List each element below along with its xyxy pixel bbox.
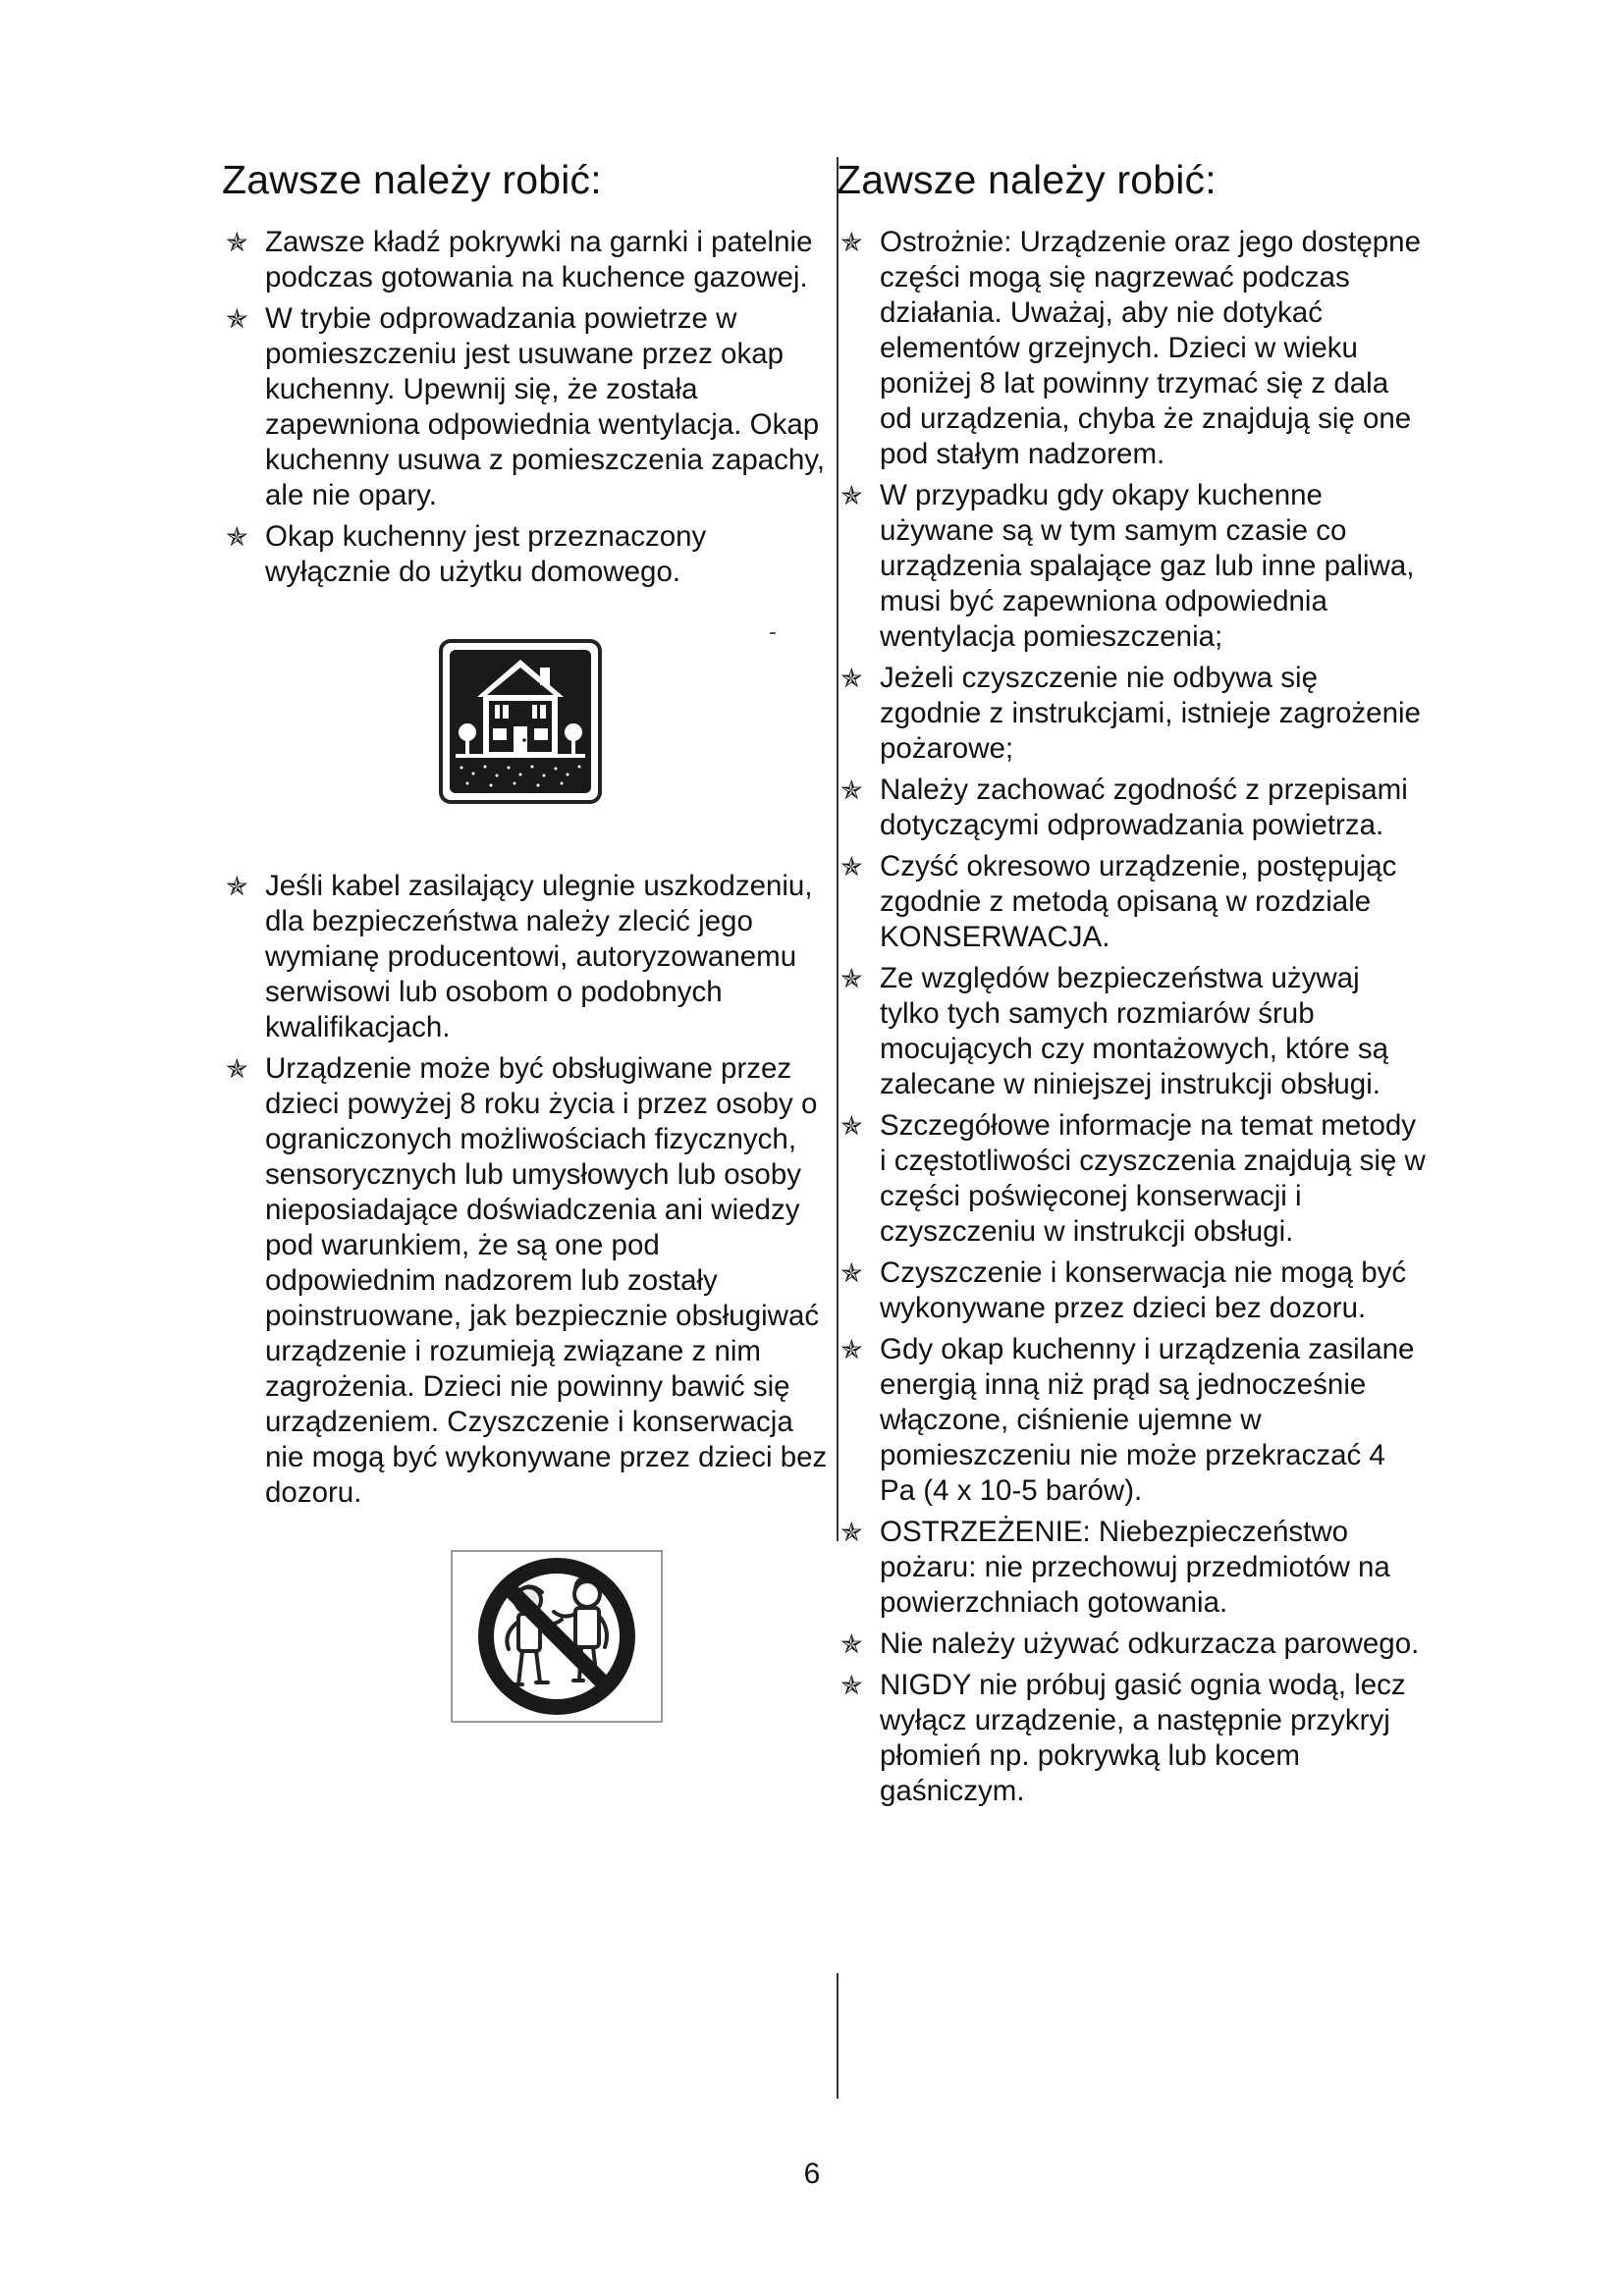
list-item-text: Okap kuchenny jest przeznaczony wyłącznie do użytku domowego. — [265, 520, 707, 589]
bullet-star-icon: ✯ — [840, 1518, 863, 1548]
list-item — [837, 773, 1426, 843]
bullet-star-icon: ✯ — [840, 1629, 863, 1660]
no-children-icon — [450, 1549, 664, 1724]
list-item — [222, 869, 831, 1045]
list-item-text: W przypadku gdy okapy kuchenne używane są w tym samym czasie co urządzenia spalające gaz lub inne paliwa, musi być zapewniona odpowiednia wentylacja pomieszczenia; — [880, 479, 1415, 654]
list-item — [837, 961, 1426, 1102]
page-number: 6 — [803, 2158, 821, 2190]
left-heading: Zawsze należy robić: — [222, 157, 602, 202]
list-item-text: Gdy okap kuchenny i urządzenia zasilane energią inną niż prąd są jednocześnie włączone, ciśnienie ujemne w pomieszczeniu nie może przekraczać 4 Pa (4 x 10-5 barów). — [880, 1333, 1415, 1508]
bullet-star-icon: ✯ — [840, 664, 863, 694]
bullet-star-icon: ✯ — [840, 852, 863, 882]
list-item — [837, 849, 1426, 955]
bullet-star-icon: ✯ — [840, 228, 863, 258]
bullet-star-icon: ✯ — [226, 304, 248, 335]
list-item — [222, 519, 831, 590]
list-item — [837, 1668, 1426, 1809]
bullet-star-icon: ✯ — [840, 964, 863, 994]
list-item-text: Zawsze kładź pokrywki na garnki i patelnie podczas gotowania na kuchence gazowej. — [265, 226, 813, 294]
bullet-star-icon: ✯ — [840, 1258, 863, 1289]
right-column — [837, 157, 1426, 1815]
list-item — [222, 225, 831, 295]
list-item-text: Szczegółowe informacje na temat metody i częstotliwości czyszczenia znajdują się w części poświęconej konserwacji i czyszczeniu w instrukcji obsługi. — [880, 1109, 1426, 1249]
list-item — [837, 1627, 1426, 1662]
list-item — [222, 1051, 831, 1511]
bullet-star-icon: ✯ — [226, 1054, 248, 1085]
list-item — [837, 1255, 1426, 1326]
list-item-text: Należy zachować zgodność z przepisami dotyczącymi odprowadzania powietrza. — [880, 774, 1408, 842]
right-heading: Zawsze należy robić: — [837, 157, 1217, 202]
list-item-text: OSTRZEŻENIE: Niebezpieczeństwo pożaru: nie przechowuj przedmiotów na powierzchniach gotowania. — [880, 1516, 1390, 1620]
list-item — [837, 1515, 1426, 1621]
list-item — [837, 225, 1426, 472]
house-icon — [438, 638, 603, 805]
left-column — [222, 157, 831, 1517]
list-item-text: W trybie odprowadzania powietrze w pomieszczeniu jest usuwane przez okap kuchenny. Upewnij się, że została zapewniona odpowiednia wentylacja. Okap kuchenny usuwa z pomieszczenia zapachy, ale nie opary. — [265, 302, 826, 512]
bullet-star-icon: ✯ — [840, 1671, 863, 1701]
bullet-star-icon: ✯ — [226, 872, 248, 902]
list-item-text: Nie należy używać odkurzacza parowego. — [880, 1628, 1420, 1661]
list-item-text: Jeżeli czyszczenie nie odbywa się zgodnie z instrukcjami, istnieje zagrożenie pożarowe; — [880, 662, 1421, 766]
bullet-star-icon: ✯ — [840, 1111, 863, 1142]
bullet-star-icon: ✯ — [840, 1335, 863, 1365]
column-divider-lower — [837, 1973, 839, 2099]
list-item-text: Czyść okresowo urządzenie, postępując zgodnie z metodą opisaną w rozdziale KONSERWACJA. — [880, 850, 1397, 954]
list-item-text: Czyszczenie i konserwacja nie mogą być wykonywane przez dzieci bez dozoru. — [880, 1256, 1407, 1325]
list-item-text: Ze względów bezpieczeństwa używaj tylko tych samych rozmiarów śrub mocujących czy montażowych, które są zalecane w niniejszej instrukcji obsługi. — [880, 962, 1389, 1101]
list-item — [837, 1108, 1426, 1250]
list-item-text: Jeśli kabel zasilający ulegnie uszkodzeniu, dla bezpieczeństwa należy zlecić jego wymianę producentowi, autoryzowanemu serwisowi lub osobom o podobnych kwalifikacjach. — [265, 870, 813, 1044]
list-item-text: Ostrożnie: Urządzenie oraz jego dostępne części mogą się nagrzewać podczas działania. Uważaj, aby nie dotykać elementów grzejnych. Dzieci w wieku poniżej 8 lat powinny trzymać się z dala od urządzenia, chyba że znajdują się one pod stałym nadzorem. — [880, 226, 1421, 471]
list-item — [837, 478, 1426, 655]
list-item-text: Urządzenie może być obsługiwane przez dzieci powyżej 8 roku życia i przez osoby o ograniczonych możliwościach fizycznych, sensorycznych lub umysłowych lub osoby nieposiadające doświadczenia ani wiedzy pod warunkiem, że są one pod odpowiednim nadzorem lub zostały poinstruowane, jak bezpiecznie obsługiwać urządzenie i rozumieją związane z nim zagrożenia. Dzieci nie powinny bawić się urządzeniem. Czyszczenie i konserwacja nie mogą być wykonywane przez dzieci bez dozoru. — [265, 1052, 828, 1510]
bullet-star-icon: ✯ — [840, 481, 863, 511]
list-item — [222, 301, 831, 513]
list-item — [837, 661, 1426, 767]
list-item — [837, 1332, 1426, 1509]
bullet-star-icon: ✯ — [840, 775, 863, 806]
bullet-star-icon: ✯ — [226, 522, 248, 553]
bullet-star-icon: ✯ — [226, 228, 248, 258]
list-item-text: NIGDY nie próbuj gasić ognia wodą, lecz wyłącz urządzenie, a następnie przykryj płomień np. pokrywką lub kocem gaśniczym. — [880, 1669, 1406, 1808]
